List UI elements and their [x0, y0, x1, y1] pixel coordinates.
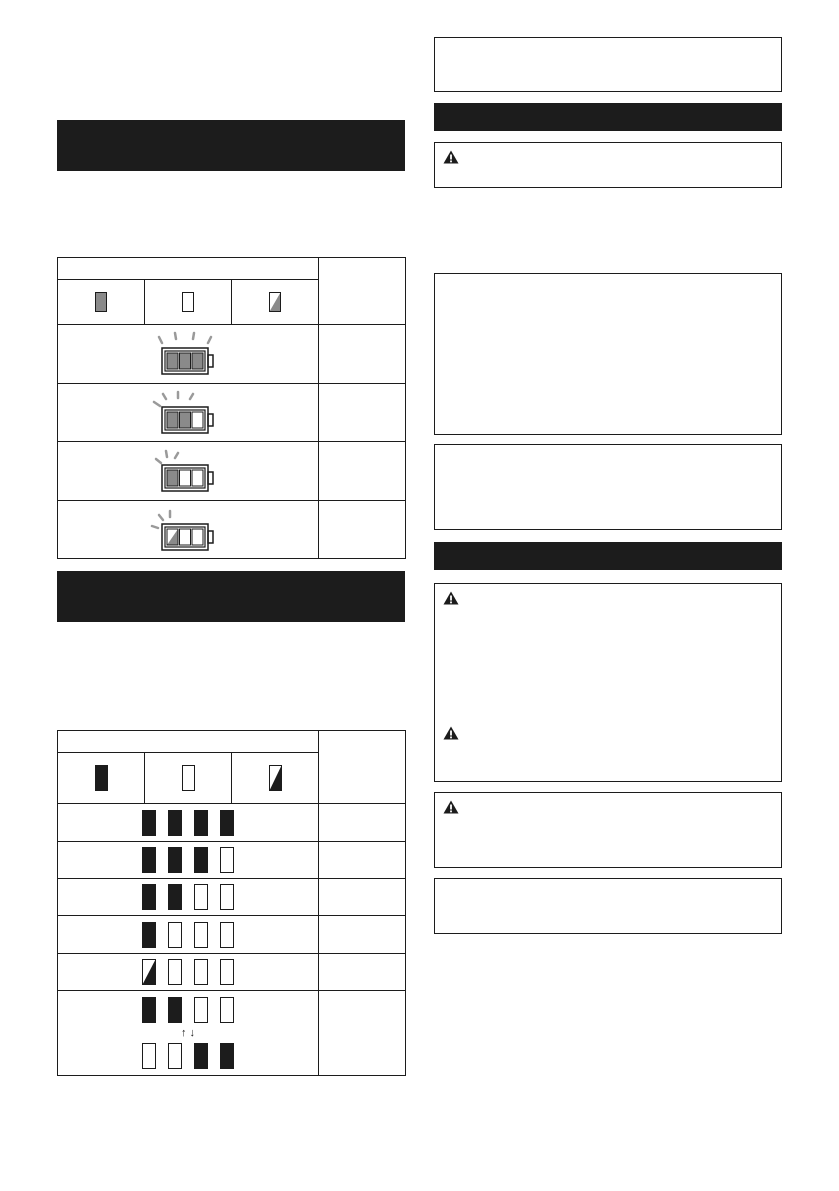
- alternating-top-lamps: [58, 997, 318, 1023]
- lamp-on-icon: [142, 922, 156, 948]
- indicator-lamps-header: [58, 731, 319, 753]
- capacity-row-1: [58, 325, 319, 384]
- lamp-off-icon: [220, 922, 234, 948]
- capacity-row-2: [58, 384, 319, 442]
- lamp-half-gray-icon: [269, 292, 281, 312]
- indicator-value-2: [319, 842, 406, 879]
- warning-box-1: [434, 583, 782, 782]
- lamp-off-icon: [220, 847, 234, 873]
- lamp-on-icon: [168, 847, 182, 873]
- lamp-blink-icon: [142, 959, 156, 985]
- notice-box-2: [434, 273, 782, 435]
- lamp-on-icon: [142, 847, 156, 873]
- indicator-row-4: [58, 916, 319, 954]
- lamp-lit-gray-icon: [95, 292, 107, 312]
- lamp-on-icon: [194, 810, 208, 836]
- legend-lit-cell: [58, 280, 145, 325]
- notice-box-top: [434, 37, 782, 92]
- battery-1-lit-icon: [148, 446, 228, 496]
- remaining-capacity-header: [319, 258, 406, 325]
- battery-capacity-table: [57, 257, 406, 559]
- remaining-capacity-header: [319, 731, 406, 804]
- section-heading-band-1: [57, 120, 405, 171]
- alternating-arrows: ↑ ↓: [180, 1027, 196, 1039]
- lamp-off-icon: [194, 959, 208, 985]
- indicator-value-4: [319, 916, 406, 954]
- lamp-off-icon: [220, 997, 234, 1023]
- capacity-value-4: [319, 501, 406, 559]
- capacity-value-1: [319, 325, 406, 384]
- indicator-row-6-alternating: [58, 991, 319, 1076]
- indicator-lamps-header: [58, 258, 319, 280]
- caution-box-1: [434, 142, 782, 188]
- lamp-on-icon: [142, 997, 156, 1023]
- indicator-row-3: [58, 879, 319, 916]
- lamp-off-icon: [168, 959, 182, 985]
- caution-box-2: [434, 792, 782, 868]
- indicator-value-1: [319, 804, 406, 842]
- notice-box-3: [434, 444, 782, 530]
- lamp-on-icon: [220, 810, 234, 836]
- indicator-value-3: [319, 879, 406, 916]
- legend-blink-cell: [232, 280, 319, 325]
- warning-triangle-icon: [443, 726, 459, 740]
- lamp-off-icon: [142, 1043, 156, 1069]
- indicator-value-6: [319, 991, 406, 1076]
- indicator-row-1: [58, 804, 319, 842]
- warning-triangle-icon: [443, 591, 459, 605]
- lamp-off-icon: [194, 922, 208, 948]
- notice-box-bottom: [434, 878, 782, 934]
- lamp-on-icon: [168, 810, 182, 836]
- battery-3-lit-icon: [148, 329, 228, 379]
- capacity-row-4: [58, 501, 319, 559]
- lamp-on-icon: [194, 847, 208, 873]
- capacity-value-2: [319, 384, 406, 442]
- lamp-off-icon: [182, 765, 195, 791]
- legend-blink-cell: [232, 753, 319, 804]
- legend-off-cell: [145, 280, 232, 325]
- lamp-off-icon: [220, 884, 234, 910]
- warning-triangle-icon: [443, 800, 459, 814]
- section-band-right-2: [434, 542, 782, 570]
- lamp-blinking-icon: [269, 765, 282, 791]
- capacity-value-3: [319, 442, 406, 501]
- battery-low-blinking-icon: [148, 505, 228, 555]
- indicator-row-5: [58, 954, 319, 991]
- section-band-right-1: [434, 103, 782, 131]
- lamp-on-icon: [168, 884, 182, 910]
- lamp-off-icon: [220, 959, 234, 985]
- lamp-on-icon: [168, 997, 182, 1023]
- tool-indicator-table: [57, 730, 406, 1076]
- warning-triangle-icon: [443, 150, 459, 164]
- lamp-off-icon: [194, 997, 208, 1023]
- lamp-off-icon: [194, 884, 208, 910]
- lamp-on-icon: [142, 810, 156, 836]
- lamp-off-icon: [168, 1043, 182, 1069]
- battery-2-lit-icon: [148, 388, 228, 438]
- lamp-on-icon: [220, 1043, 234, 1069]
- lamp-on-icon: [142, 884, 156, 910]
- lamp-off-icon: [168, 922, 182, 948]
- lamp-off-icon: [182, 292, 194, 312]
- alternating-bottom-lamps: [58, 1043, 318, 1069]
- lamp-on-icon: [95, 765, 108, 791]
- capacity-row-3: [58, 442, 319, 501]
- legend-off-cell: [145, 753, 232, 804]
- legend-on-cell: [58, 753, 145, 804]
- indicator-row-2: [58, 842, 319, 879]
- indicator-value-5: [319, 954, 406, 991]
- section-heading-band-2: [57, 571, 405, 622]
- lamp-on-icon: [194, 1043, 208, 1069]
